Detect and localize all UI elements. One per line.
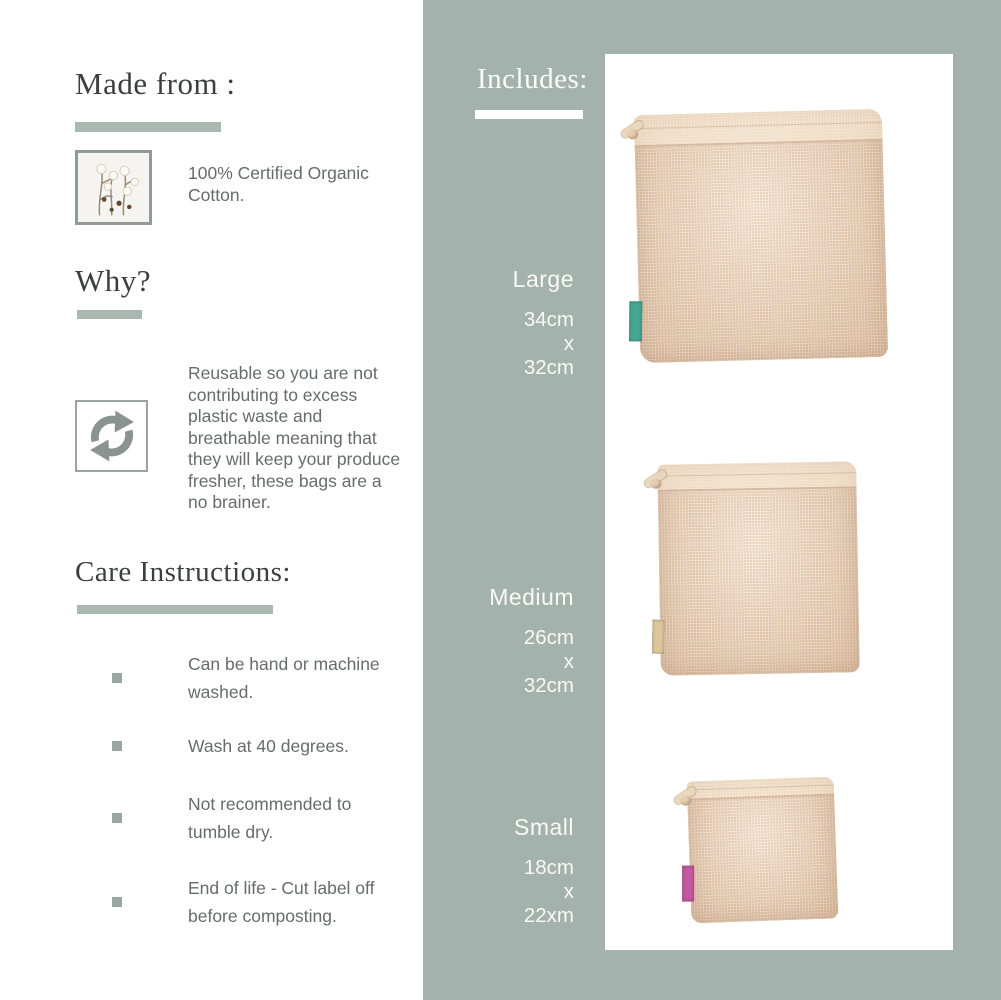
care-bullet-item bbox=[112, 732, 406, 760]
size-separator: x bbox=[563, 650, 574, 673]
bag-hem bbox=[657, 461, 856, 492]
bullet-icon bbox=[112, 673, 122, 683]
size-separator: x bbox=[563, 880, 574, 903]
size-separator: x bbox=[563, 332, 574, 355]
why-description: Reusable so you are not contributing to excess plastic waste and breathable meaning that they will keep your produce fresher, these bags are a no brainer. bbox=[188, 363, 401, 512]
care-bullet-text: Not recommended to tumble dry. bbox=[188, 794, 352, 842]
size-dimension: 26cm bbox=[523, 626, 574, 649]
size-dimension: 22xm bbox=[523, 904, 574, 927]
large-bag-image bbox=[634, 109, 888, 363]
bag-hem bbox=[687, 776, 835, 800]
care-bullet-item bbox=[112, 790, 406, 846]
size-name: Small bbox=[513, 814, 574, 840]
made-from-heading: Made from : bbox=[75, 66, 236, 101]
size-dimension: 32cm bbox=[523, 674, 574, 697]
size-name: Large bbox=[512, 266, 574, 292]
bullet-icon bbox=[112, 897, 122, 907]
size-label-large bbox=[513, 266, 574, 380]
size-label-small bbox=[514, 814, 574, 928]
care-bullet-text: Can be hand or machine washed. bbox=[188, 654, 380, 702]
large-bag-tag bbox=[629, 301, 642, 341]
drawstring-knot bbox=[680, 795, 691, 805]
size-dimension: 18cm bbox=[523, 856, 574, 879]
bullet-icon bbox=[112, 741, 122, 751]
care-instructions-underline bbox=[77, 605, 273, 614]
why-heading: Why? bbox=[75, 263, 152, 298]
care-bullet-text: End of life - Cut label off before composting. bbox=[188, 878, 375, 926]
size-name: Medium bbox=[489, 584, 574, 610]
care-bullet-item bbox=[112, 650, 406, 706]
size-label-medium bbox=[489, 584, 574, 698]
size-dimension: 34cm bbox=[523, 308, 574, 331]
made-from-underline bbox=[75, 122, 221, 132]
cotton-plant-image bbox=[75, 150, 152, 225]
why-underline bbox=[77, 310, 142, 319]
medium-bag-image bbox=[657, 461, 860, 675]
medium-bag-tag bbox=[652, 620, 665, 654]
care-instructions-heading: Care Instructions: bbox=[75, 556, 291, 588]
size-dimension: 32cm bbox=[523, 356, 574, 379]
bullet-icon bbox=[112, 813, 122, 823]
cotton-plant-icon bbox=[81, 156, 146, 219]
reuse-cycle-icon bbox=[84, 408, 140, 464]
includes-underline bbox=[475, 110, 583, 119]
reuse-cycle-icon-box bbox=[75, 400, 148, 472]
bag-hem bbox=[634, 109, 883, 147]
includes-heading: Includes: bbox=[477, 63, 588, 95]
care-bullet-item bbox=[112, 874, 406, 930]
care-bullet-text: Wash at 40 degrees. bbox=[188, 736, 349, 756]
made-from-description: 100% Certified Organic Cotton. bbox=[188, 163, 369, 205]
small-bag-tag bbox=[682, 866, 694, 902]
small-bag-image bbox=[687, 776, 839, 923]
